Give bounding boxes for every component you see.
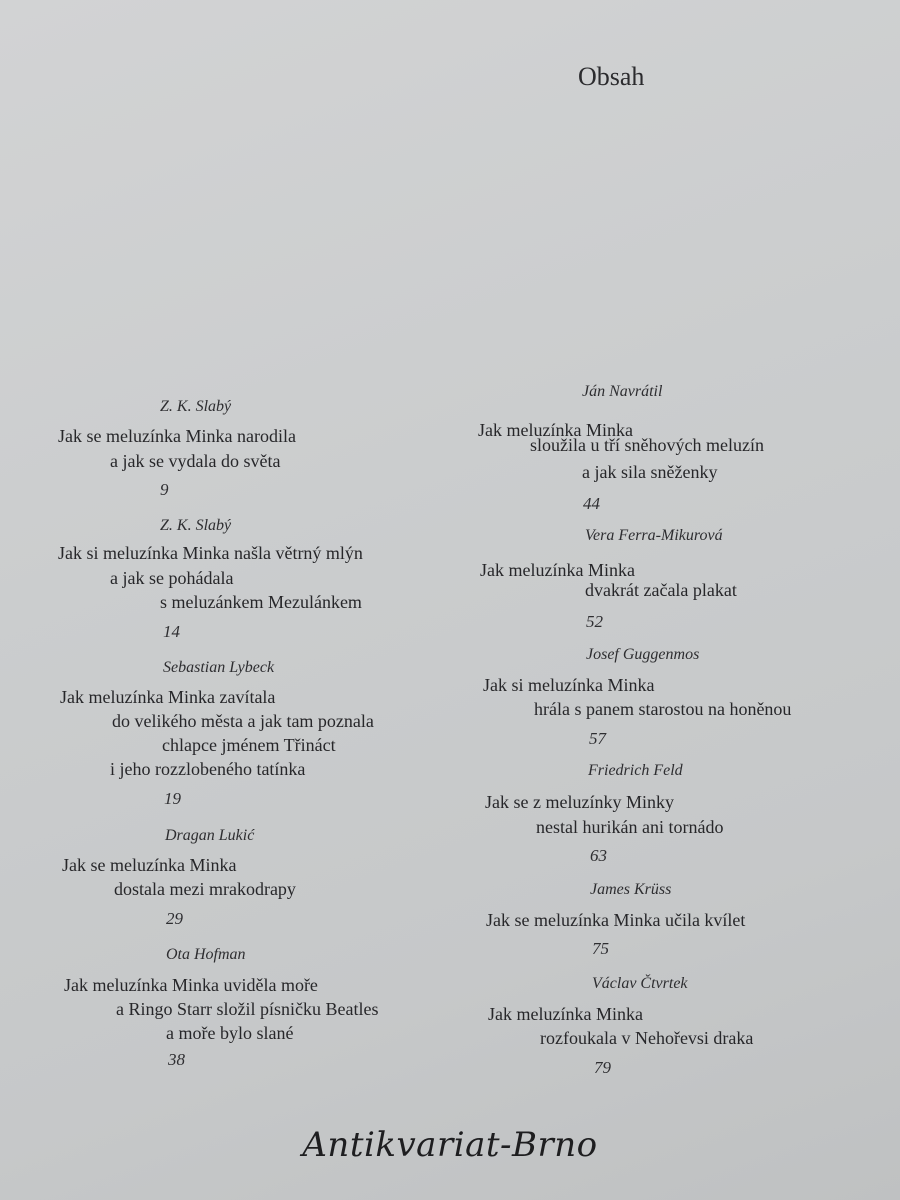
toc-title-line: s meluzánkem Mezulánkem	[160, 592, 362, 612]
toc-author: Ján Navrátil	[582, 383, 663, 400]
toc-author: James Krüss	[590, 881, 672, 898]
toc-author: Vera Ferra-Mikurová	[585, 527, 723, 544]
toc-title-line: Jak meluzínka Minka	[480, 560, 635, 580]
toc-title-line: Jak meluzínka Minka uviděla moře	[64, 975, 318, 995]
toc-title-line: Jak se z meluzínky Minky	[485, 792, 674, 812]
page-title: Obsah	[578, 62, 645, 91]
toc-page-number: 63	[590, 846, 607, 865]
toc-author: Sebastian Lybeck	[163, 659, 275, 676]
toc-page-number: 38	[168, 1050, 185, 1069]
toc-page-number: 52	[586, 612, 603, 631]
toc-author: Ota Hofman	[166, 946, 246, 963]
toc-title-line: chlapce jménem Třináct	[162, 735, 336, 755]
toc-title-line: Jak meluzínka Minka zavítala	[60, 687, 276, 707]
toc-page-number: 75	[592, 939, 609, 958]
toc-title-line: i jeho rozzlobeného tatínka	[110, 759, 306, 779]
toc-title-line: nestal hurikán ani tornádo	[536, 817, 724, 837]
toc-title-line: dostala mezi mrakodrapy	[114, 879, 296, 899]
toc-page-number: 9	[160, 480, 169, 499]
toc-title-line: a jak se vydala do světa	[110, 451, 281, 471]
toc-page-number: 79	[594, 1058, 611, 1077]
toc-author: Václav Čtvrtek	[592, 975, 688, 992]
toc-title-line: sloužila u tří sněhových meluzín	[530, 435, 764, 455]
toc-author: Z. K. Slabý	[160, 398, 232, 415]
toc-title-line: Jak si meluzínka Minka našla větrný mlýn	[58, 543, 363, 563]
toc-title-line: Jak si meluzínka Minka	[483, 675, 655, 695]
toc-author: Z. K. Slabý	[160, 517, 232, 534]
toc-title-line: Jak se meluzínka Minka narodila	[58, 426, 296, 446]
toc-author: Josef Guggenmos	[586, 646, 700, 663]
toc-title-line: dvakrát začala plakat	[585, 580, 737, 600]
toc-title-line: Jak se meluzínka Minka učila kvílet	[486, 910, 746, 930]
toc-title-line: a jak sila sněženky	[582, 462, 718, 482]
toc-title-line: hrála s panem starostou na honěnou	[534, 699, 792, 719]
toc-author: Friedrich Feld	[588, 762, 683, 779]
toc-author: Dragan Lukić	[165, 827, 255, 844]
toc-title-line: Jak meluzínka Minka	[488, 1004, 643, 1024]
toc-title-line: rozfoukala v Nehořevsi draka	[540, 1028, 754, 1048]
toc-title-line: a jak se pohádala	[110, 568, 234, 588]
toc-page-number: 57	[589, 729, 606, 748]
toc-page-number: 29	[166, 909, 183, 928]
toc-title-line: a Ringo Starr složil písničku Beatles	[116, 999, 379, 1019]
toc-page-number: 19	[164, 789, 181, 808]
toc-title-line: do velikého města a jak tam poznala	[112, 711, 374, 731]
toc-page-number: 44	[583, 494, 600, 513]
watermark-text: Antikvariat-Brno	[302, 1125, 598, 1165]
toc-page-number: 14	[163, 622, 180, 641]
toc-title-line: Jak meluzínka Minka	[478, 420, 633, 440]
toc-title-line: Jak se meluzínka Minka	[62, 855, 237, 875]
toc-title-line: a moře bylo slané	[166, 1023, 294, 1043]
